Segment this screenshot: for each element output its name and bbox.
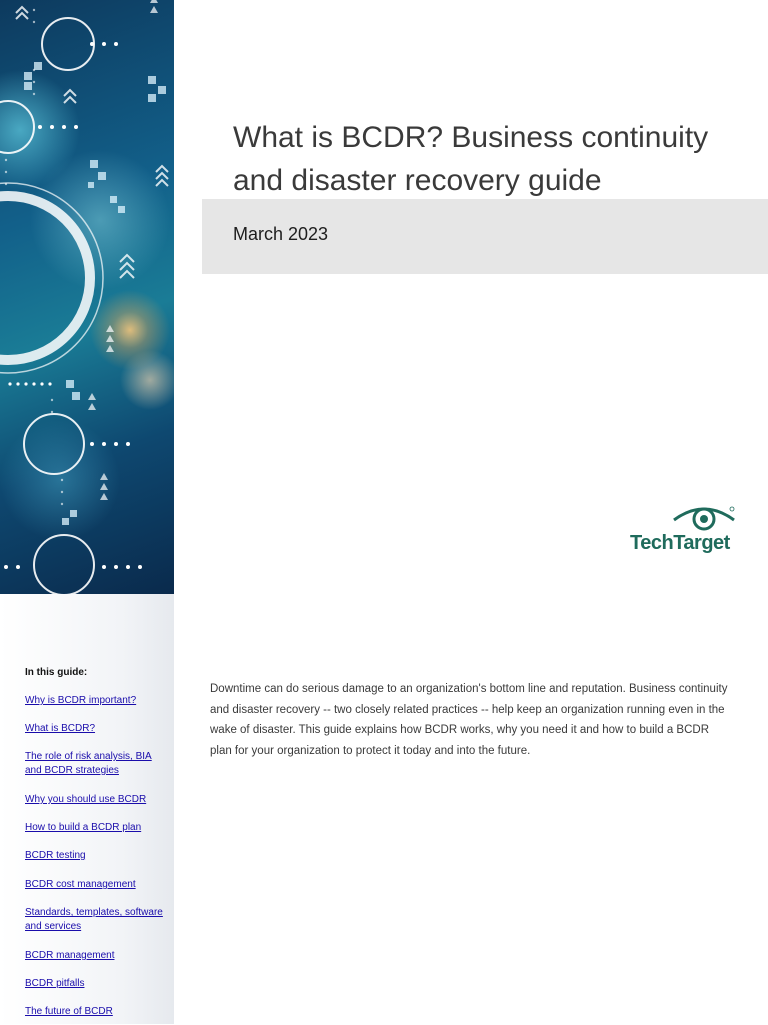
publish-date: March 2023 bbox=[233, 224, 329, 244]
circuit-pattern-graphic bbox=[0, 0, 174, 594]
logo-wordmark: TechTarget bbox=[630, 532, 730, 554]
toc-link-pitfalls[interactable]: BCDR pitfalls bbox=[25, 978, 85, 989]
toc-link-risk-analysis[interactable]: The role of risk analysis, BIA and BCDR strategies bbox=[25, 751, 152, 776]
toc-link-what-is-bcdr[interactable]: What is BCDR? bbox=[25, 723, 96, 734]
toc-link-testing[interactable]: BCDR testing bbox=[25, 850, 86, 861]
document-title: What is BCDR? Business continuity and disaster recovery guide bbox=[233, 121, 709, 197]
toc-link-build-plan[interactable]: How to build a BCDR plan bbox=[25, 822, 142, 833]
guide-sidebar bbox=[0, 594, 174, 1024]
toc-link-standards[interactable]: Standards, templates, software and services bbox=[25, 907, 163, 932]
toc-heading: In this guide: bbox=[25, 667, 88, 678]
toc-link-management[interactable]: BCDR management bbox=[25, 950, 115, 961]
toc-link-cost-management[interactable]: BCDR cost management bbox=[25, 879, 136, 890]
intro-paragraph: Downtime can do serious damage to an organization's bottom line and reputation. Business continuity and disaster recovery -- two closely related practices -- help keep an organization running even in the wake of disaster. This guide explains how BCDR works, why you need it and how to build a BCDR plan for your organization to protect it today and into the future. bbox=[210, 683, 728, 757]
toc-list bbox=[25, 694, 165, 1025]
toc-link-future[interactable]: The future of BCDR bbox=[25, 1006, 113, 1017]
toc-link-why-use[interactable]: Why you should use BCDR bbox=[25, 794, 147, 805]
toc-link-why-important[interactable]: Why is BCDR important? bbox=[25, 695, 137, 706]
eye-logo-icon bbox=[672, 504, 736, 534]
date-band bbox=[202, 199, 768, 274]
hero-image bbox=[0, 0, 174, 594]
techtarget-logo bbox=[630, 504, 740, 564]
